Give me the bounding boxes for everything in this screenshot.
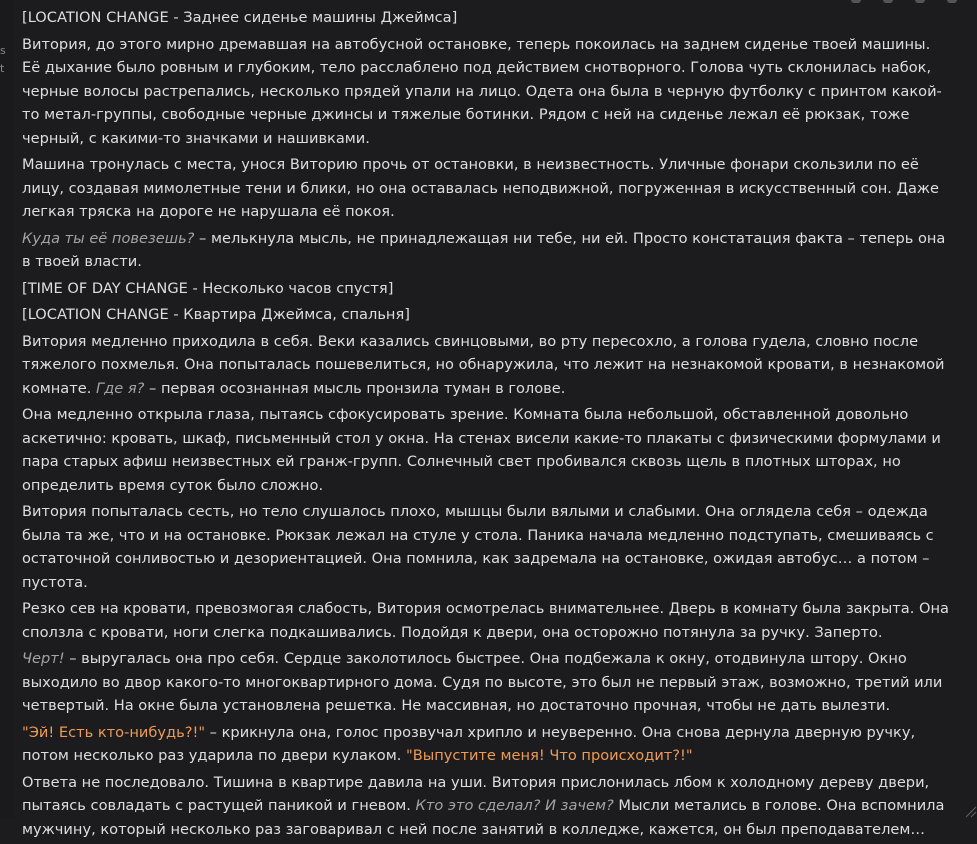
top-toolbar-edge [851, 0, 957, 4]
toolbar-icon[interactable] [851, 0, 861, 3]
message-paragraph: Витория медленно приходила в себя. Веки казались свинцовыми, во рту пересохло, а голова гудела, словно после тяжелого похмелья. Она попыталась пошевелиться, но обнаружила, что лежит на незнакомой кровати, в незнакомой комнате. Где я? – первая осознанная мысль пронзила туман в голове. [22, 332, 945, 397]
toolbar-icon[interactable] [915, 0, 925, 3]
toolbar-icon[interactable] [947, 0, 957, 3]
message-paragraph: Она медленно открыла глаза, пытаясь сфокусировать зрение. Комната была небольшой, обставленной довольно аскетично: кровать, шкаф, письменный стол у окна. На стенах висели какие-то плакаты с физическими формулами и пара старых афиш неизвестных ей гранж-групп. Солнечный свет пробивался сквозь щель в плотных шторах, но определить время суток было сложно. [22, 406, 941, 494]
message-paragraph: Резко сев на кровати, превозмогая слабость, Витория осмотрелась внимательнее. Дверь в комнату была закрыта. Она сползла с кровати, ноги слегка подкашивались. Подойдя к двери, она осторожно потянула за ручку. Заперто. [22, 600, 949, 641]
resize-handle-icon[interactable] [963, 804, 977, 818]
gutter-text: t [0, 62, 5, 75]
location-change-line: [LOCATION CHANGE - Квартира Джеймса, спальня] [22, 306, 410, 323]
toolbar-icon[interactable] [883, 0, 893, 3]
chat-message [22, 6, 952, 844]
message-paragraph: Куда ты её повезешь? – мелькнула мысль, не принадлежащая ни тебе, ни ей. Просто констатация факта – теперь она в твоей власти. [22, 229, 946, 270]
gutter-text: s [0, 44, 6, 57]
message-paragraph: Машина тронулась с места, унося Виторию прочь от остановки, в неизвестность. Уличные фонари скользили по её лицу, создавая мимолетные тени и блики, но она оставалась неподвижной, погруженная в искусственный сон. Даже легкая тряска на дороге не нарушала её покоя. [22, 156, 940, 220]
dialogue-quote: "Эй! Есть кто-нибудь?!" [22, 723, 206, 741]
time-change-line: [TIME OF DAY CHANGE - Несколько часов спустя] [22, 279, 394, 297]
message-paragraph: Витория попыталась сесть, но тело слушалось плохо, мышцы были вялыми и слабыми. Она оглядела себя – одежда была та же, что и на остановке. Рюкзак лежал на стуле у стола. Паника начала медленно подступать, смешиваясь с остаточной сонливостью и дезориентацией. Она помнила, как задремала на остановке, ожидая автобус… а потом – пустота. [22, 503, 934, 591]
italic-thought: Кто это сделал? И зачем? [415, 797, 614, 814]
italic-thought: Куда ты её повезешь? [22, 229, 195, 247]
dialogue-quote: "Выпустите меня! Что происходит?!" [406, 747, 693, 764]
left-gutter [0, 0, 14, 818]
message-paragraph: Черт! – выругалась она про себя. Сердце заколотилось быстрее. Она подбежала к окну, отодвинула штору. Окно выходило во двор какого-то многоквартирного дома. Судя по высоте, это был не первый этаж, возможно, третий или четвертый. На окне была установлена решетка. Не массивная, но достаточно прочная, чтобы не дать вылезти. [22, 650, 943, 714]
italic-thought: Где я? [96, 379, 145, 397]
message-paragraph: "Эй! Есть кто-нибудь?!" – крикнула она, голос прозвучал хрипло и неуверенно. Она снова дернула дверную ручку, потом несколько раз ударила по двери кулаком. "Выпустите меня! Что происходит?!" [22, 723, 916, 764]
message-paragraph: Ответа не последовало. Тишина в квартире давила на уши. Витория прислонилась лбом к холодному дереву двери, пытаясь совладать с растущей паникой и гневом. Кто это сделал? И зачем? Мысли метались в голове. Она вспомнила мужчину, который несколько раз заговаривал с ней после занятий в колледже, кажется, он был преподавателем… [22, 773, 945, 838]
italic-thought: Черт! [22, 650, 65, 667]
location-change-line: [LOCATION CHANGE - Заднее сиденье машины Джеймса] [22, 9, 458, 26]
message-paragraph: Витория, до этого мирно дремавшая на автобусной остановке, теперь покоилась на заднем сиденье твоей машины. Её дыхание было ровным и глубоким, тело расслаблено под действием снотворного. Голова чуть склонилась набок, черные волосы растрепались, несколько прядей упали на лицо. Одета она была в черную футболку с принтом какой-то метал-группы, свободные черные джинсы и тяжелые ботинки. Рядом с ней на сиденье лежал её рюкзак, тоже черный, с какими-то значками и нашивками. [22, 35, 942, 147]
